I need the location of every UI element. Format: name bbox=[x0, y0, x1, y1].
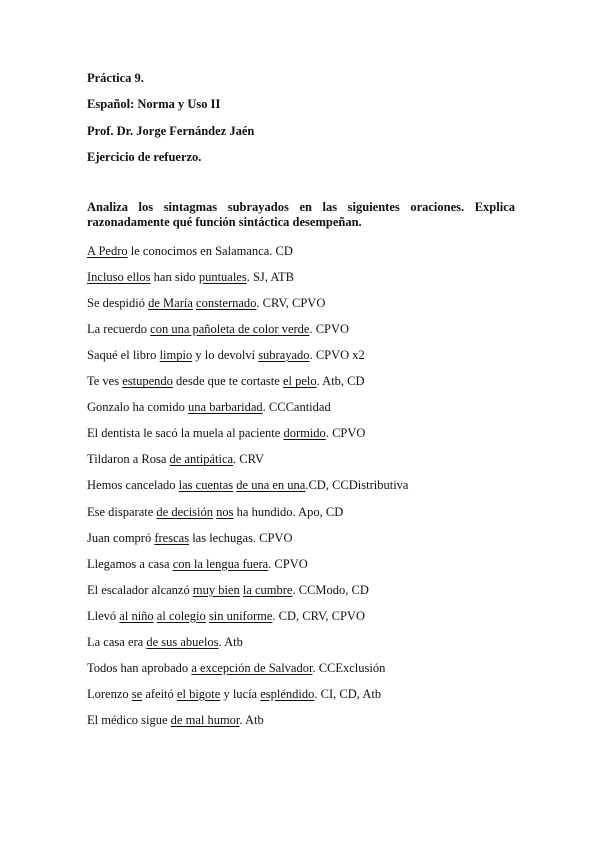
sentence-text: . SJ, ATB bbox=[246, 270, 294, 285]
sentence-text: . CCCantidad bbox=[262, 400, 331, 415]
sentence-text: Ese disparate bbox=[87, 504, 157, 519]
sentence-text: Se despidió bbox=[87, 296, 149, 311]
sentence-line bbox=[87, 348, 365, 362]
sentence-text: El dentista le sacó la muela al paciente bbox=[87, 426, 284, 441]
instructions: Analiza los sintagmas subrayados en las siguientes oraciones. Explica razonadamente qué función sintáctica desempeñan. bbox=[87, 200, 515, 229]
underlined-phrase: sin uniforme bbox=[208, 608, 273, 623]
sentence-text: . Atb bbox=[218, 634, 243, 649]
sentence-text: . CPVO bbox=[309, 322, 350, 337]
sentence-line bbox=[87, 635, 243, 649]
practice-title: Práctica 9. bbox=[87, 71, 144, 85]
sentence-line bbox=[87, 270, 294, 284]
underlined-phrase: con la lengua fuera bbox=[172, 556, 269, 571]
underlined-phrase: con una pañoleta de color verde bbox=[150, 322, 310, 337]
sentence-text: . CCModo, CD bbox=[292, 582, 369, 597]
underlined-phrase: de sus abuelos bbox=[146, 634, 219, 649]
sentence-text: y lo devolví bbox=[192, 348, 259, 363]
sentence-line bbox=[87, 583, 369, 597]
underlined-phrase: a excepción de Salvador bbox=[191, 660, 313, 675]
sentence-text: y lucía bbox=[220, 686, 261, 701]
underlined-phrase: se bbox=[131, 686, 143, 701]
sentence-line bbox=[87, 296, 325, 310]
sentence-line bbox=[87, 531, 293, 545]
underlined-phrase: la cumbre bbox=[242, 582, 293, 597]
sentence-text: .CD, CCDistributiva bbox=[305, 478, 409, 493]
sentence-line bbox=[87, 687, 381, 701]
underlined-phrase: puntuales bbox=[198, 270, 247, 285]
sentence-text: . CPVO bbox=[268, 556, 308, 571]
sentence-text: Juan compró bbox=[87, 530, 155, 545]
sentence-text: La recuerdo bbox=[87, 322, 151, 337]
sentence-line bbox=[87, 713, 264, 727]
sentence-line bbox=[87, 505, 343, 519]
sentence-line bbox=[87, 478, 408, 492]
course-name: Español: Norma y Uso II bbox=[87, 97, 221, 111]
underlined-phrase: consternado bbox=[196, 296, 257, 311]
underlined-phrase: muy bien bbox=[192, 582, 240, 597]
underlined-phrase: dormido bbox=[283, 426, 326, 441]
sentence-text: Hemos cancelado bbox=[87, 478, 179, 493]
sentence-line bbox=[87, 426, 365, 440]
sentence-line bbox=[87, 452, 264, 466]
sentence-line bbox=[87, 374, 365, 388]
underlined-phrase: al niño bbox=[119, 608, 154, 623]
sentence-text: . CI, CD, Atb bbox=[314, 686, 382, 701]
underlined-phrase: de antipática bbox=[169, 452, 234, 467]
underlined-phrase: las cuentas bbox=[178, 478, 234, 493]
sentence-text: . CRV, CPVO bbox=[256, 296, 326, 311]
sentence-text: . CCExclusión bbox=[312, 660, 386, 675]
sentence-line bbox=[87, 322, 349, 336]
sentence-text: . CPVO x2 bbox=[309, 348, 365, 363]
sentence-line bbox=[87, 609, 365, 623]
underlined-phrase: limpio bbox=[159, 348, 193, 363]
underlined-phrase: espléndido bbox=[260, 686, 315, 701]
sentence-text: Todos han aprobado bbox=[87, 660, 192, 675]
sentence-text: las lechugas. CPVO bbox=[189, 530, 293, 545]
underlined-phrase: nos bbox=[216, 504, 234, 519]
sentence-text: . CPVO bbox=[325, 426, 366, 441]
underlined-phrase: de una en una bbox=[236, 478, 306, 493]
sentence-text: . Atb, CD bbox=[316, 374, 365, 389]
sentence-text: . CD, CRV, CPVO bbox=[272, 608, 365, 623]
sentence-text: El escalador alcanzó bbox=[87, 582, 193, 597]
underlined-phrase: Incluso ellos bbox=[87, 270, 151, 285]
sentence-text: Lorenzo bbox=[87, 686, 132, 701]
underlined-phrase: estupendo bbox=[122, 374, 173, 389]
sentence-line bbox=[87, 557, 308, 571]
professor-name: Prof. Dr. Jorge Fernández Jaén bbox=[87, 124, 255, 138]
sentence-text: desde que te cortaste bbox=[172, 374, 283, 389]
underlined-phrase: frescas bbox=[154, 530, 190, 545]
underlined-phrase: el pelo bbox=[282, 374, 317, 389]
sentence-text: Llevó bbox=[87, 608, 120, 623]
sentence-line bbox=[87, 400, 331, 414]
sentence-text: . CRV bbox=[233, 452, 264, 467]
sentence-text: La casa era bbox=[87, 634, 147, 649]
sentence-text: . Atb bbox=[239, 712, 264, 727]
underlined-phrase: de decisión bbox=[156, 504, 214, 519]
underlined-phrase: subrayado bbox=[258, 348, 310, 363]
exercise-title: Ejercicio de refuerzo. bbox=[87, 150, 202, 164]
underlined-phrase: A Pedro bbox=[87, 244, 128, 258]
sentence-text: le conocimos en Salamanca. CD bbox=[127, 244, 293, 258]
sentence-text: afeitó bbox=[142, 686, 177, 701]
sentence-text: Tildaron a Rosa bbox=[87, 452, 170, 467]
sentence-text: El médico sigue bbox=[87, 712, 171, 727]
sentence-text: Saqué el libro bbox=[87, 348, 160, 363]
sentence-text: Gonzalo ha comido bbox=[87, 400, 189, 415]
sentence-text: Llegamos a casa bbox=[87, 556, 173, 571]
underlined-phrase: el bigote bbox=[176, 686, 221, 701]
underlined-phrase: una barbaridad bbox=[188, 400, 263, 415]
underlined-phrase: de María bbox=[148, 296, 193, 311]
sentence-line bbox=[87, 244, 293, 258]
underlined-phrase: de mal humor bbox=[170, 712, 240, 727]
underlined-phrase: al colegio bbox=[156, 608, 206, 623]
sentence-text: ha hundido. Apo, CD bbox=[233, 504, 344, 519]
sentence-text: Te ves bbox=[87, 374, 123, 389]
sentence-line bbox=[87, 661, 385, 675]
sentence-text: han sido bbox=[150, 270, 199, 285]
